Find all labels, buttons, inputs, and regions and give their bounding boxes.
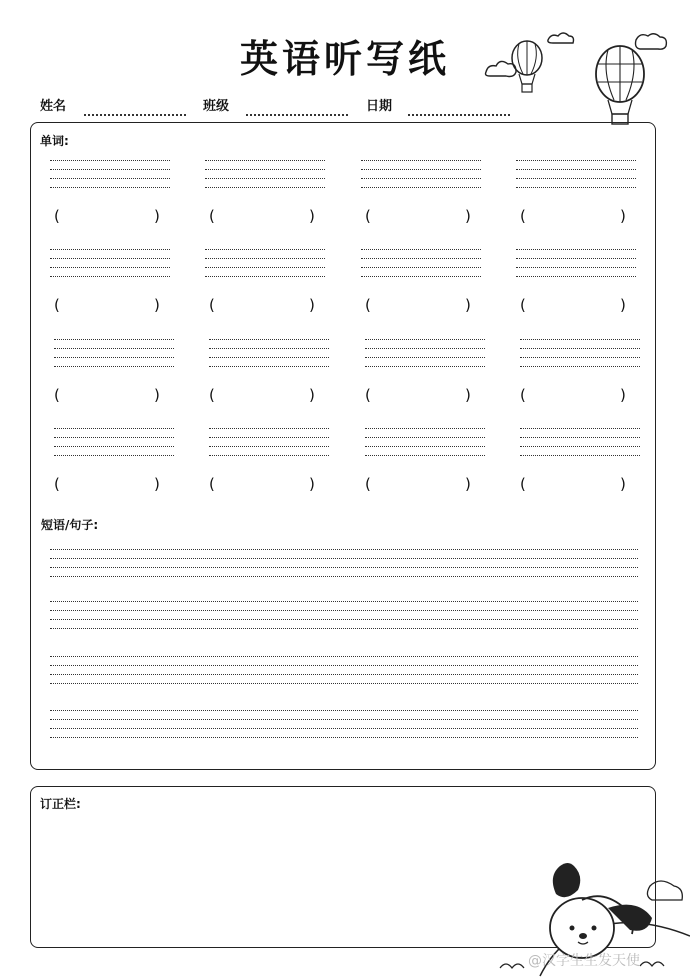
word-writing-line[interactable] (361, 187, 481, 188)
word-writing-line[interactable] (516, 276, 636, 277)
phrase-writing-line[interactable] (50, 683, 638, 684)
word-writing-line[interactable] (54, 366, 174, 367)
word-writing-line[interactable] (520, 339, 640, 340)
phrase-writing-line[interactable] (50, 728, 638, 729)
word-writing-line[interactable] (50, 249, 170, 250)
phrase-writing-line[interactable] (50, 665, 638, 666)
class-label: 班级 (203, 99, 230, 114)
word-writing-line[interactable] (209, 366, 329, 367)
word-writing-line[interactable] (50, 187, 170, 188)
phrase-writing-line[interactable] (50, 628, 638, 629)
word-writing-line[interactable] (205, 187, 325, 188)
paren-close: ) (154, 475, 160, 493)
word-writing-line[interactable] (205, 160, 325, 161)
word-writing-line[interactable] (50, 169, 170, 170)
word-writing-line[interactable] (365, 437, 485, 438)
word-writing-line[interactable] (516, 160, 636, 161)
paren-close: ) (309, 386, 315, 404)
word-writing-line[interactable] (361, 276, 481, 277)
word-writing-line[interactable] (205, 258, 325, 259)
word-writing-line[interactable] (209, 455, 329, 456)
paren-close: ) (465, 207, 471, 225)
word-writing-line[interactable] (361, 249, 481, 250)
word-writing-line[interactable] (205, 267, 325, 268)
date-label: 日期 (366, 99, 393, 114)
phrase-writing-line[interactable] (50, 610, 638, 611)
phrase-writing-line[interactable] (50, 558, 638, 559)
paren-open: ( (520, 207, 526, 225)
name-field[interactable] (84, 114, 186, 116)
word-writing-line[interactable] (520, 428, 640, 429)
word-writing-line[interactable] (516, 249, 636, 250)
word-writing-line[interactable] (365, 339, 485, 340)
word-writing-line[interactable] (209, 339, 329, 340)
word-writing-line[interactable] (54, 446, 174, 447)
words-section-label: 单词: (40, 134, 69, 148)
paren-open: ( (365, 475, 371, 493)
word-writing-line[interactable] (365, 357, 485, 358)
paren-close: ) (154, 296, 160, 314)
word-writing-line[interactable] (520, 357, 640, 358)
page-title: 英语听写纸 (239, 37, 450, 81)
paren-open: ( (54, 475, 60, 493)
word-writing-line[interactable] (361, 160, 481, 161)
phrase-writing-line[interactable] (50, 737, 638, 738)
paren-close: ) (620, 207, 626, 225)
paren-open: ( (365, 207, 371, 225)
word-writing-line[interactable] (516, 169, 636, 170)
word-writing-line[interactable] (516, 187, 636, 188)
phrases-section-label: 短语/句子: (41, 518, 99, 532)
word-writing-line[interactable] (520, 455, 640, 456)
paren-open: ( (520, 386, 526, 404)
word-writing-line[interactable] (209, 446, 329, 447)
word-writing-line[interactable] (205, 276, 325, 277)
paren-close: ) (620, 386, 626, 404)
word-writing-line[interactable] (209, 437, 329, 438)
paren-open: ( (209, 475, 215, 493)
word-writing-line[interactable] (365, 455, 485, 456)
paren-open: ( (520, 475, 526, 493)
word-writing-line[interactable] (209, 357, 329, 358)
paren-open: ( (365, 386, 371, 404)
word-writing-line[interactable] (365, 428, 485, 429)
name-label: 姓名 (40, 99, 67, 114)
word-writing-line[interactable] (520, 437, 640, 438)
word-writing-line[interactable] (516, 178, 636, 179)
paren-close: ) (620, 296, 626, 314)
paren-close: ) (154, 386, 160, 404)
paren-close: ) (465, 296, 471, 314)
paren-close: ) (309, 475, 315, 493)
watermark: @汉字生生发天使 (528, 953, 640, 969)
paren-open: ( (209, 386, 215, 404)
paren-close: ) (465, 475, 471, 493)
paren-close: ) (309, 296, 315, 314)
word-writing-line[interactable] (54, 348, 174, 349)
paren-open: ( (520, 296, 526, 314)
word-writing-line[interactable] (54, 357, 174, 358)
hot-air-balloon-icon (486, 34, 686, 134)
word-writing-line[interactable] (365, 348, 485, 349)
word-writing-line[interactable] (209, 428, 329, 429)
word-writing-line[interactable] (209, 348, 329, 349)
word-writing-line[interactable] (516, 267, 636, 268)
phrase-writing-line[interactable] (50, 674, 638, 675)
phrase-writing-line[interactable] (50, 567, 638, 568)
word-writing-line[interactable] (50, 267, 170, 268)
word-writing-line[interactable] (520, 348, 640, 349)
word-writing-line[interactable] (520, 446, 640, 447)
paren-open: ( (209, 207, 215, 225)
word-writing-line[interactable] (365, 446, 485, 447)
word-writing-line[interactable] (205, 169, 325, 170)
phrase-writing-line[interactable] (50, 576, 638, 577)
word-writing-line[interactable] (54, 437, 174, 438)
word-writing-line[interactable] (205, 249, 325, 250)
paren-close: ) (309, 207, 315, 225)
word-writing-line[interactable] (50, 276, 170, 277)
paren-open: ( (365, 296, 371, 314)
phrase-writing-line[interactable] (50, 710, 638, 711)
paren-close: ) (154, 207, 160, 225)
paren-open: ( (209, 296, 215, 314)
word-writing-line[interactable] (516, 258, 636, 259)
word-writing-line[interactable] (361, 178, 481, 179)
paren-close: ) (465, 386, 471, 404)
paren-open: ( (54, 207, 60, 225)
word-writing-line[interactable] (54, 339, 174, 340)
paren-open: ( (54, 296, 60, 314)
word-writing-line[interactable] (361, 267, 481, 268)
class-field[interactable] (246, 114, 348, 116)
word-writing-line[interactable] (361, 169, 481, 170)
phrase-writing-line[interactable] (50, 719, 638, 720)
phrase-writing-line[interactable] (50, 601, 638, 602)
paren-close: ) (620, 475, 626, 493)
word-writing-line[interactable] (50, 258, 170, 259)
phrase-writing-line[interactable] (50, 549, 638, 550)
word-writing-line[interactable] (520, 366, 640, 367)
word-writing-line[interactable] (54, 428, 174, 429)
word-writing-line[interactable] (50, 160, 170, 161)
date-field[interactable] (408, 114, 510, 116)
word-writing-line[interactable] (54, 455, 174, 456)
correction-section-label: 订正栏: (40, 797, 81, 811)
word-writing-line[interactable] (361, 258, 481, 259)
word-writing-line[interactable] (50, 178, 170, 179)
phrase-writing-line[interactable] (50, 656, 638, 657)
phrase-writing-line[interactable] (50, 619, 638, 620)
word-writing-line[interactable] (365, 366, 485, 367)
paren-open: ( (54, 386, 60, 404)
word-writing-line[interactable] (205, 178, 325, 179)
